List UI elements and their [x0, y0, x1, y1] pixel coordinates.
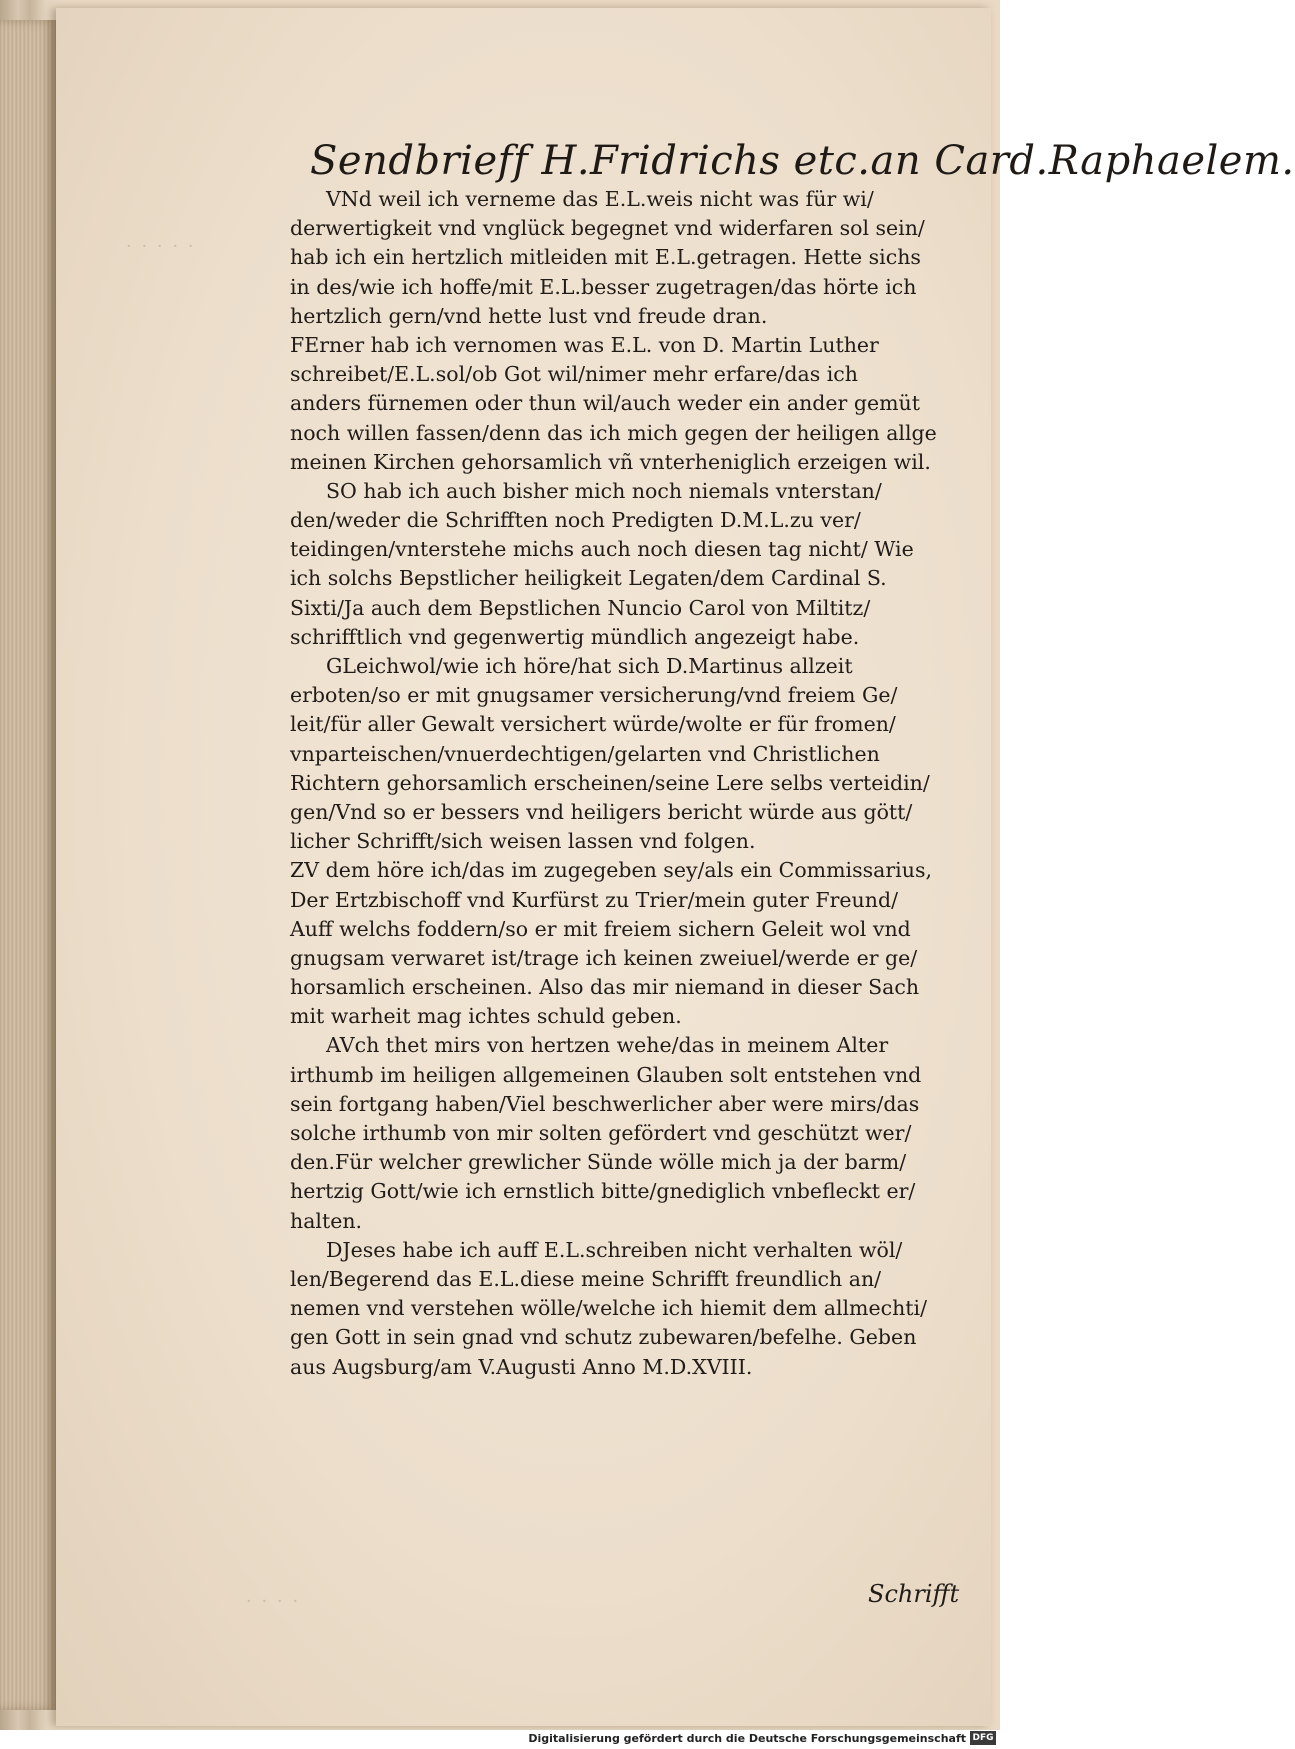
text-line: Der Ertzbischoff vnd Kurfürst zu Trier/mein guter Freund/: [290, 887, 898, 912]
page-edge: [0, 20, 56, 1710]
dfg-logo-icon: DFG: [970, 1731, 996, 1745]
text-line: den.Für welcher grewlicher Sünde wölle mich ja der barm/: [290, 1150, 907, 1175]
paragraph: [290, 1031, 970, 1235]
text-line: Sixti/Ja auch dem Bepstlichen Nuncio Carol von Miltitz/: [290, 595, 871, 620]
text-line: DJeses habe ich auff E.L.schreiben nicht verhalten wöl/: [326, 1237, 903, 1262]
text-line: horsamlich erscheinen. Also das mir niemand in dieser Sach: [290, 975, 920, 1000]
text-line: den/weder die Schrifften noch Predigten D.M.L.zu ver/: [290, 508, 861, 533]
text-line: anders fürnemen oder thun wil/auch weder ein ander gemüt: [290, 391, 920, 416]
paragraph: [290, 652, 970, 856]
text-line: hertzig Gott/wie ich ernstlich bitte/gnediglich vnbefleckt er/: [290, 1179, 916, 1204]
text-line: meinen Kirchen gehorsamlich vñ vnterheniglich erzeigen wil.: [290, 449, 931, 474]
paragraph: [290, 185, 970, 331]
text-line: VNd weil ich verneme das E.L.weis nicht was für wi/: [326, 187, 874, 211]
text-line: derwertigkeit vnd vnglück begegnet vnd widerfaren sol sein/: [290, 216, 925, 241]
show-through-mark: · · · · ·: [126, 236, 196, 257]
text-line: sein fortgang haben/Viel beschwerlicher aber were mirs/das: [290, 1091, 920, 1116]
text-line: erboten/so er mit gnugsamer versicherung/vnd freiem Ge/: [290, 683, 898, 708]
text-line: gen Gott in sein gnad vnd schutz zubewaren/befelhe. Geben: [290, 1325, 917, 1350]
paragraph: [290, 331, 970, 477]
text-line: solche irthumb von mir solten gefördert vnd geschützt wer/: [290, 1121, 912, 1145]
paragraph: [290, 1236, 970, 1382]
text-line: mit warheit mag ichtes schuld geben.: [290, 1004, 682, 1029]
text-line: len/Begerend das E.L.diese meine Schrifft freundlich an/: [290, 1266, 882, 1291]
text-line: schreibet/E.L.sol/ob Got wil/nimer mehr erfare/das ich: [290, 362, 858, 387]
funding-credit: Digitalisierung gefördert durch die Deutsche Forschungsgemeinschaft: [528, 1732, 966, 1745]
running-head: Sendbrieff H.Fridrichs etc.an Card.Raphaelem.: [310, 138, 1295, 184]
text-line: noch willen fassen/denn das ich mich gegen der heiligen allge: [290, 420, 937, 445]
text-line: SO hab ich auch bisher mich noch niemals vnterstan/: [326, 478, 882, 503]
text-line: Richtern gehorsamlich erscheinen/seine Lere selbs verteidin/: [290, 770, 930, 795]
text-line: Auff welchs foddern/so er mit freiem sichern Geleit wol vnd: [290, 916, 911, 941]
paragraph: [290, 856, 970, 1031]
text-line: vnparteischen/vnuerdechtigen/gelarten vnd Christlichen: [290, 741, 880, 766]
text-line: aus Augsburg/am V.Augusti Anno M.D.XVIII.: [290, 1354, 753, 1379]
text-line: schrifftlich vnd gegenwertig mündlich angezeigt habe.: [290, 624, 860, 649]
text-line: nemen vnd verstehen wölle/welche ich hiemit dem allmechti/: [290, 1296, 928, 1321]
text-line: irthumb im heiligen allgemeinen Glauben solt entstehen vnd: [290, 1062, 922, 1087]
text-line: FErner hab ich vernomen was E.L. von D. Martin Luther: [290, 332, 879, 357]
show-through-mark: · · · ·: [246, 1591, 301, 1612]
text-line: ZV dem höre ich/das im zugegeben sey/als ein Commissarius,: [290, 858, 932, 883]
text-line: gnugsam verwaret ist/trage ich keinen zweiuel/werde er ge/: [290, 945, 918, 970]
text-line: teidingen/vnterstehe michs auch noch diesen tag nicht/ Wie: [290, 537, 914, 562]
paragraph: [290, 477, 970, 652]
text-line: GLeichwol/wie ich höre/hat sich D.Martinus allzeit: [326, 654, 853, 678]
text-line: in des/wie ich hoffe/mit E.L.besser zugetragen/das hörte ich: [290, 274, 917, 299]
catchword: Schrifft: [868, 1580, 960, 1608]
text-line: ich solchs Bepstlicher heiligkeit Legaten/dem Cardinal S.: [290, 566, 887, 591]
text-block: [290, 185, 970, 1382]
text-line: gen/Vnd so er bessers vnd heiligers bericht würde aus gött/: [290, 799, 913, 824]
text-line: licher Schrifft/sich weisen lassen vnd folgen.: [290, 829, 756, 854]
text-line: halten.: [290, 1208, 363, 1233]
text-line: hertzlich gern/vnd hette lust vnd freude dran.: [290, 303, 768, 328]
text-line: hab ich ein hertzlich mitleiden mit E.L.getragen. Hette sichs: [290, 245, 921, 270]
text-line: leit/für aller Gewalt versichert würde/wolte er für fromen/: [290, 712, 896, 737]
text-line: AVch thet mirs von hertzen wehe/das in meinem Alter: [326, 1033, 889, 1058]
